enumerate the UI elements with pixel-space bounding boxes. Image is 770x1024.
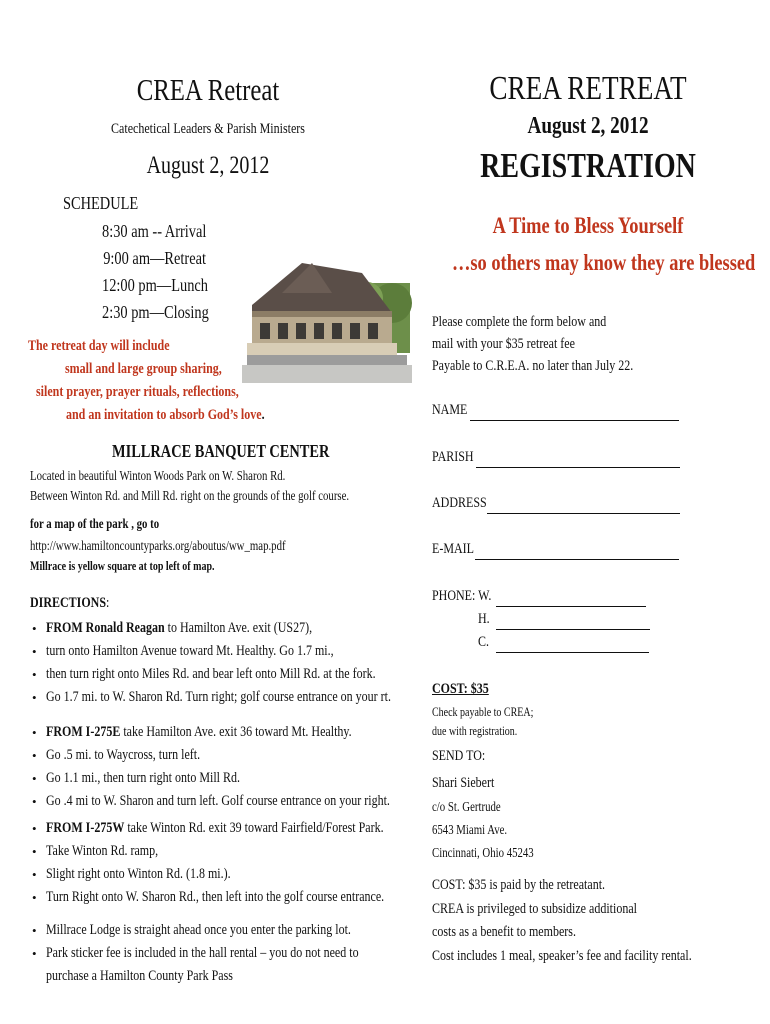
- schedule-heading: SCHEDULE: [63, 193, 139, 213]
- left-date: August 2, 2012: [146, 152, 270, 179]
- direction-text: Go 1.7 mi. to W. Sharon Rd. Turn right; golf course entrance on your rt.: [46, 689, 391, 705]
- direction-text: Slight right onto Winton Rd. (1.8 mi.).: [46, 866, 231, 882]
- map-label: for a map of the park , go to: [30, 516, 160, 531]
- bullet-icon: •: [32, 890, 37, 905]
- schedule-list: [76, 218, 209, 326]
- bullet-icon: •: [32, 748, 37, 763]
- direction-text: take Hamilton Ave. exit 36 toward Mt. Healthy.: [120, 724, 352, 740]
- cost-line: CREA is privileged to subsidize additional: [432, 900, 637, 917]
- retreat-desc-line: silent prayer, prayer rituals, reflections,: [36, 384, 239, 400]
- retreat-desc-line: small and large group sharing,: [65, 361, 222, 377]
- phone-work-input[interactable]: [496, 588, 646, 607]
- registration-heading: REGISTRATION: [480, 146, 696, 185]
- direction-item: [30, 617, 510, 640]
- left-subtitle: Catechetical Leaders & Parish Ministers: [111, 121, 305, 137]
- schedule-item: 8:30 am -- Arrival: [102, 221, 207, 241]
- bullet-icon: •: [32, 794, 37, 809]
- instruction-line: mail with your $35 retreat fee: [432, 336, 575, 352]
- bullet-icon: •: [32, 667, 37, 682]
- instruction-line: Please complete the form below and: [432, 314, 607, 330]
- phone-home-input[interactable]: [496, 611, 650, 630]
- map-url-link[interactable]: http://www.hamiltoncountyparks.org/aboutus/ww_map.pdf: [30, 538, 286, 553]
- phone-cell-label: C.: [478, 634, 490, 650]
- phone-home-label: H.: [478, 611, 490, 627]
- address-line: c/o St. Gertrude: [432, 799, 501, 814]
- schedule-item: 12:00 pm—Lunch: [102, 275, 208, 295]
- email-label: E-MAIL: [432, 541, 474, 557]
- bullet-icon: •: [32, 690, 37, 705]
- parish-label: PARISH: [432, 449, 474, 465]
- direction-text: Go 1.1 mi., then turn right onto Mill Rd.: [46, 770, 240, 786]
- location-line: Located in beautiful Winton Woods Park on W. Sharon Rd.: [30, 468, 286, 483]
- direction-text: Go .4 mi to W. Sharon and turn left. Golf course entrance on your right.: [46, 793, 390, 809]
- direction-item: [30, 965, 510, 988]
- right-date: August 2, 2012: [527, 113, 649, 139]
- schedule-item: 9:00 am—Retreat: [103, 248, 206, 268]
- direction-text: take Winton Rd. exit 39 toward Fairfield/Forest Park.: [124, 820, 384, 836]
- send-to-heading: SEND TO:: [432, 748, 486, 764]
- right-title: CREA RETREAT: [489, 70, 687, 107]
- tagline-primary: A Time to Bless Yourself: [492, 213, 684, 238]
- cost-line: Cost includes 1 meal, speaker’s fee and facility rental.: [432, 947, 692, 964]
- address-line: 6543 Miami Ave.: [432, 822, 508, 837]
- email-input[interactable]: [475, 541, 679, 560]
- retreat-desc-end: .: [261, 407, 265, 423]
- instructions: [432, 311, 684, 377]
- direction-text: Millrace Lodge is straight ahead once you enter the parking lot.: [46, 922, 351, 938]
- phone-work-label: PHONE: W.: [432, 588, 492, 604]
- venue-location: [30, 466, 429, 506]
- address-input[interactable]: [487, 495, 680, 514]
- phone-cell-input[interactable]: [496, 634, 649, 653]
- cost-line: costs as a benefit to members.: [432, 924, 576, 940]
- bullet-icon: •: [32, 923, 37, 938]
- cost-heading: COST: $35: [432, 681, 489, 697]
- retreat-description: [28, 335, 265, 427]
- cost-note-line: due with registration.: [432, 724, 518, 738]
- direction-lead: FROM Ronald Reagan: [46, 620, 165, 636]
- venue-name: MILLRACE BANQUET CENTER: [112, 441, 330, 461]
- map-note: Millrace is yellow square at top left of map.: [30, 559, 215, 573]
- address-line: Shari Siebert: [432, 775, 495, 791]
- cost-paragraph: [432, 874, 757, 968]
- direction-lead: FROM I-275E: [46, 724, 121, 740]
- bullet-icon: •: [32, 644, 37, 659]
- send-to-address: [432, 772, 559, 864]
- bullet-icon: •: [32, 867, 37, 882]
- instruction-line: Payable to C.R.E.A. no later than July 22.: [432, 358, 634, 374]
- direction-text: then turn right onto Miles Rd. and bear left onto Mill Rd. at the fork.: [46, 666, 376, 682]
- banquet-center-photo: [242, 243, 412, 383]
- name-input[interactable]: [470, 402, 679, 421]
- directions-colon: :: [106, 595, 110, 611]
- retreat-desc-line: and an invitation to absorb God’s love: [66, 407, 262, 423]
- address-label: ADDRESS: [432, 495, 487, 511]
- left-title: CREA Retreat: [136, 72, 280, 107]
- name-label: NAME: [432, 402, 468, 418]
- direction-lead: FROM I-275W: [46, 820, 125, 836]
- cost-line: COST: $35 is paid by the retreatant.: [432, 877, 606, 893]
- direction-text: turn onto Hamilton Avenue toward Mt. Healthy. Go 1.7 mi.,: [46, 643, 334, 659]
- bullet-icon: •: [32, 725, 37, 740]
- direction-text: Take Winton Rd. ramp,: [46, 843, 159, 859]
- bullet-icon: •: [32, 771, 37, 786]
- directions-heading: DIRECTIONS: [30, 595, 107, 611]
- direction-text: to Hamilton Ave. exit (US27),: [164, 620, 313, 636]
- location-line: Between Winton Rd. and Mill Rd. right on the grounds of the golf course.: [30, 488, 350, 503]
- bullet-icon: •: [32, 946, 37, 961]
- schedule-item: 2:30 pm—Closing: [102, 302, 209, 322]
- parish-input[interactable]: [476, 449, 680, 468]
- bullet-icon: •: [32, 621, 37, 636]
- direction-text: Park sticker fee is included in the hall rental – you do not need to: [46, 945, 359, 961]
- tagline-secondary: …so others may know they are blessed: [452, 250, 756, 275]
- cost-note-line: Check payable to CREA;: [432, 705, 534, 719]
- cost-note: [432, 703, 559, 741]
- address-line: Cincinnati, Ohio 45243: [432, 845, 534, 860]
- direction-text: purchase a Hamilton County Park Pass: [46, 968, 233, 984]
- bullet-icon: •: [32, 844, 37, 859]
- direction-item: [30, 640, 510, 663]
- direction-text: Go .5 mi. to Waycross, turn left.: [46, 747, 201, 763]
- retreat-desc-line: The retreat day will include: [28, 338, 170, 354]
- direction-text: Turn Right onto W. Sharon Rd., then left into the golf course entrance.: [46, 889, 385, 905]
- bullet-icon: •: [32, 821, 37, 836]
